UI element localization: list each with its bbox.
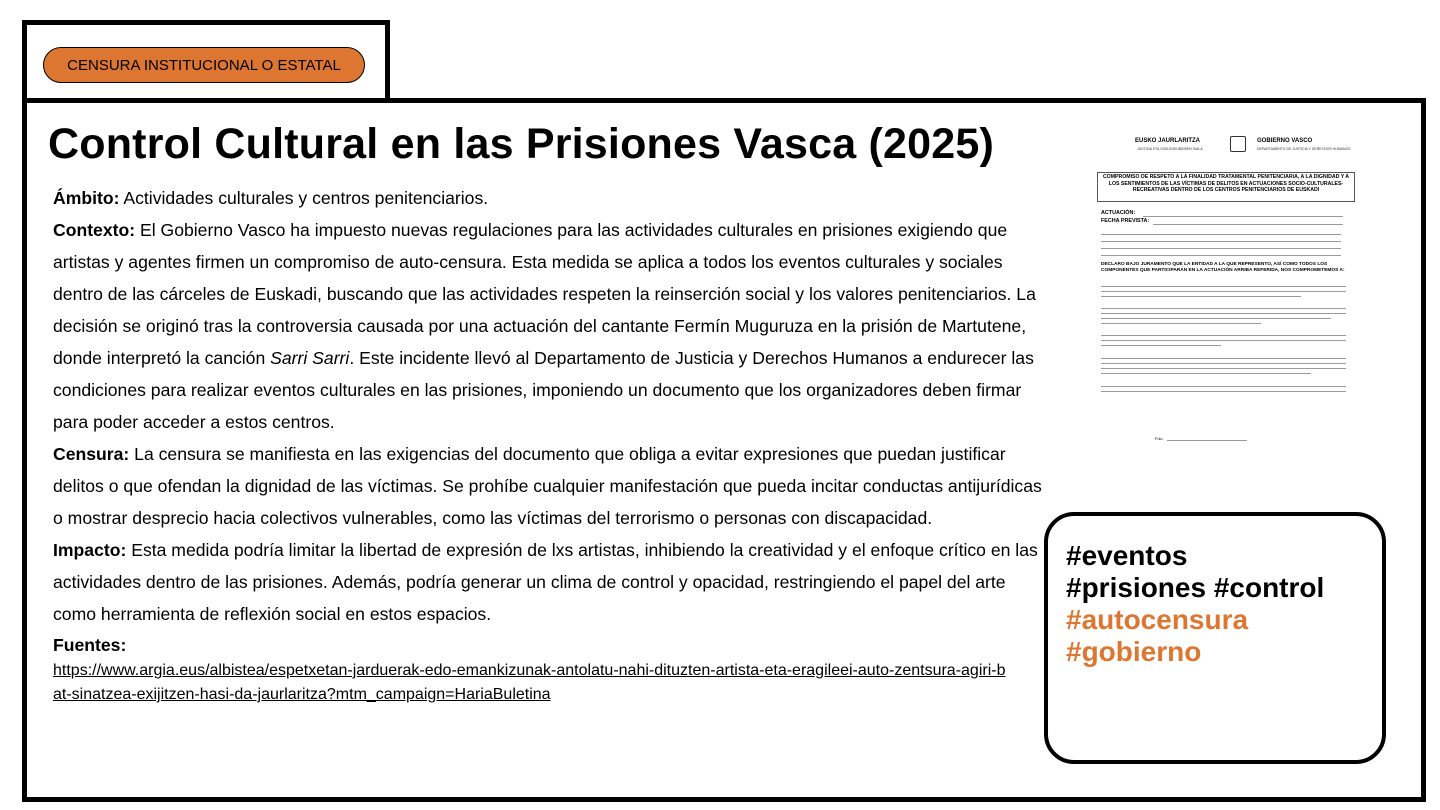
ambito-text: Actividades culturales y centros penitenciarios. [119, 188, 489, 208]
ambito-paragraph [53, 182, 1053, 214]
document-header-right: GOBIERNO VASCO [1257, 138, 1313, 144]
source-link[interactable]: https://www.argia.eus/albistea/espetxetan-jarduerak-edo-emankizunak-antolatu-nahi-dituzten-artista-eta-eragileei-auto-zentsura-agiri-bat-sinatzea-exijitzen-hasi-da-jaurlaritza?mtm_campaign=HariaBuletina [53, 662, 1006, 703]
censura-label: Censura: [53, 444, 130, 464]
government-seal-icon [1230, 136, 1246, 152]
impacto-label: Impacto: [53, 540, 127, 560]
page-title: Control Cultural en las Prisiones Vasca (2025) [48, 120, 994, 168]
document-signature-line: Fdo.: [1155, 436, 1165, 441]
tags-list [1066, 540, 1324, 668]
document-title-box: COMPROMISO DE RESPETO A LA FINALIDAD TRATAMENTAL PENITENCIARIA, A LA DIGNIDAD Y A LOS SENTIMIENTOS DE LAS VÍCTIMAS DE DELITOS EN ACTUACIONES SOCIO-CULTURALES-RECREATIVAS DENTRO DE LOS CENTROS PENITENCIARIOS DE EUSKADI [1097, 172, 1355, 202]
contexto-text-end: . Este incidente llevó al Departamento de Justicia y Derechos Humanos a endurecer las condiciones para realizar eventos culturales en las prisiones, imponiendo un documento que los organizadores deben firmar para poder acceder a estos centros. [53, 348, 1034, 432]
document-subheader-right: DEPARTAMENTO DE JUSTICIA Y DERECHOS HUMANOS [1257, 147, 1351, 151]
impacto-paragraph [53, 534, 1053, 630]
document-header-left: EUSKO JAURLARITZA [1135, 138, 1201, 144]
ambito-label: Ámbito: [53, 188, 120, 208]
category-badge: CENSURA INSTITUCIONAL O ESTATAL [43, 47, 365, 83]
document-image [1085, 128, 1365, 488]
tags-box [1044, 512, 1386, 764]
tag-eventos: #eventos [1066, 540, 1188, 571]
censura-text: La censura se manifiesta en las exigencias del documento que obliga a evitar expresiones que puedan justificar delitos o que ofendan la dignidad de las víctimas. Se prohíbe cualquier manifestación que pueda incitar conductas antijurídicas o mostrar desprecio hacia colectivos vulnerables, como las víctimas del terrorismo o personas con discapacidad. [53, 444, 1042, 528]
song-title: Sarri Sarri [270, 348, 350, 368]
document-fecha: FECHA PREVISTA: [1101, 218, 1150, 224]
tag-gobierno: #gobierno [1066, 636, 1202, 667]
contexto-text: El Gobierno Vasco ha impuesto nuevas regulaciones para las actividades culturales en prisiones exigiendo que artistas y agentes firmen un compromiso de auto-censura. Esta medida se aplica a todos los eventos culturales y sociales dentro de las cárceles de Euskadi, buscando que las actividades respeten la reinserción social y los valores penitenciarios. La decisión se originó tras la controversia causada por una actuación del cantante Fermín Muguruza en la prisión de Martutene, donde interpretó la canción [53, 220, 1036, 368]
tag-prisiones-control: #prisiones #control [1066, 572, 1325, 603]
sources-label: Fuentes: [53, 635, 127, 655]
document-declaro: DECLARO BAJO JURAMENTO QUE LA ENTIDAD A LA QUE REPRESENTO, ASÍ COMO TODOS LOS COMPONENTES QUE PARTICIPARÁN EN LA ACTUACIÓN ARRIBA REFERIDA, NOS COMPROMETEMOS A: [1101, 262, 1345, 273]
contexto-paragraph [53, 214, 1053, 438]
tag-autocensura: #autocensura [1066, 604, 1249, 635]
document-actuacion: ACTUACIÓN: [1101, 210, 1136, 216]
article-body [53, 182, 1053, 707]
censura-paragraph [53, 438, 1053, 534]
contexto-label: Contexto: [53, 220, 136, 240]
impacto-text: Esta medida podría limitar la libertad de expresión de lxs artistas, inhibiendo la creatividad y el enfoque crítico en las actividades dentro de las prisiones. Además, podría generar un clima de control y opacidad, restringiendo el papel del arte como herramienta de reflexión social en estos espacios. [53, 540, 1038, 624]
category-tab [22, 20, 390, 100]
document-subheader-left: JUSTIZIA ETA GIZA ESKUBIDEEN SAILA [1137, 147, 1203, 151]
